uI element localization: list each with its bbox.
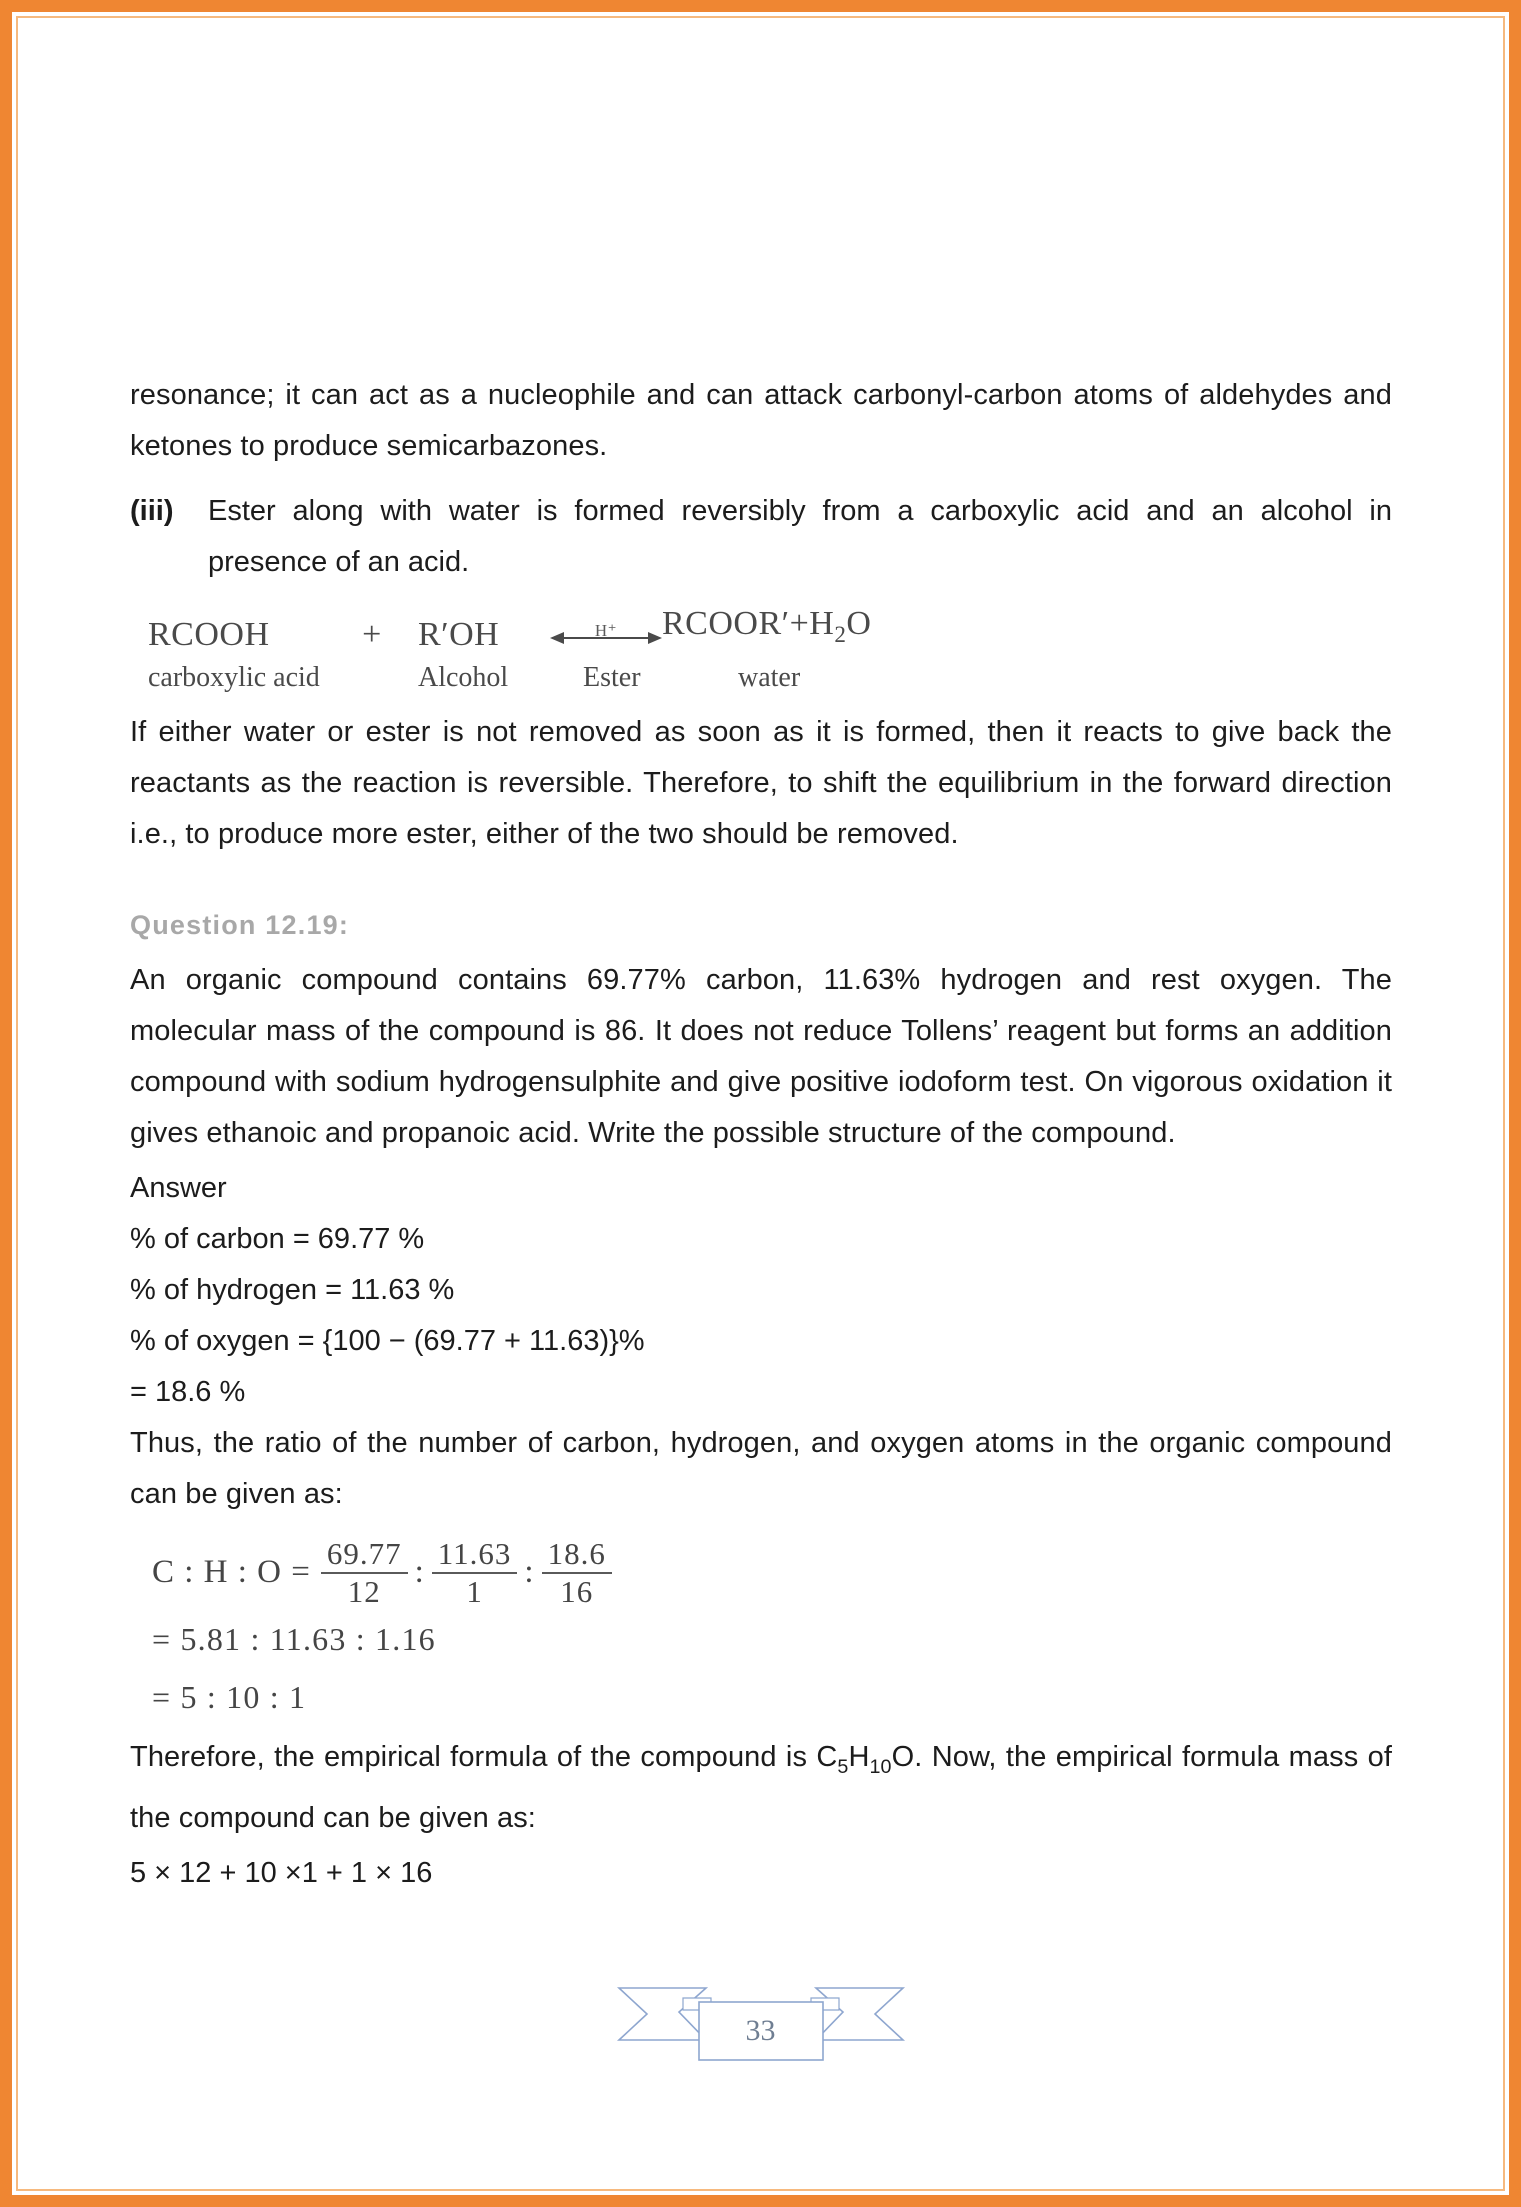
page-border-left [0, 0, 12, 2207]
page-border-hairline-left [16, 16, 18, 2191]
intro-paragraph: resonance; it can act as a nucleophile and can attack carbonyl-carbon atoms of aldehydes and ketones to produce semicarbazones. [130, 379, 1392, 462]
answer-line-carbon: % of carbon = 69.77 % [130, 1222, 425, 1255]
empirical-subscript-carbon: 5 [837, 1755, 849, 1778]
fraction-hydrogen [432, 1536, 518, 1610]
equation-product-water-h: H [809, 605, 835, 642]
page-number-ribbon [611, 1960, 911, 2070]
equation-caption-alcohol: Alcohol [418, 661, 509, 693]
ratio-step-3: = 5 : 10 : 1 [152, 1678, 307, 1715]
page-border-hairline-bottom [16, 2189, 1505, 2191]
question-heading: Question 12.19: [130, 909, 350, 940]
page-border-right [1509, 0, 1521, 2207]
equation-caption-ester: Ester [583, 661, 641, 693]
fraction-hydrogen-numerator: 11.63 [437, 1535, 512, 1571]
list-item-roman-iii [130, 486, 1392, 588]
fraction-carbon [321, 1536, 408, 1610]
fraction-oxygen-denominator: 16 [560, 1573, 594, 1609]
empirical-formula-paragraph [130, 1732, 1392, 1844]
equation-plus-sign-1: + [362, 615, 382, 653]
page-border-top [0, 0, 1521, 12]
equation-product-water-o: O [846, 605, 872, 642]
mass-calculation-line: 5 × 12 + 10 ×1 + 1 × 16 [130, 1856, 433, 1889]
question-text: An organic compound contains 69.77% carbon, 11.63% hydrogen and rest oxygen. The molecular mass of the compound is 86. It does not reduce Tollens’ reagent but forms an addition compound with sodium hydrogensulphite and give positive iodoform test. On vigorous oxidation it gives ethanoic and propanoic acid. Write the possible structure of the compound. [130, 963, 1392, 1149]
equilibrium-paragraph: If either water or ester is not removed as soon as it is formed, then it reacts to give back the reactants as the reaction is reversible. Therefore, to shift the equilibrium in the forward direction i.e., to produce more ester, either of the two should be removed. [130, 715, 1392, 850]
roman-item-text: Ester along with water is formed reversibly from a carboxylic acid and an alcohol in presence of an acid. [208, 495, 1392, 578]
fraction-oxygen-numerator: 18.6 [547, 1535, 606, 1571]
ratio-formula-lhs: C : H : O = [152, 1554, 311, 1591]
ratio-separator-2: : [524, 1554, 535, 1591]
equation-caption-carboxylic-acid: carboxylic acid [148, 661, 320, 693]
equation-reactant-alcohol: R′OH [418, 615, 500, 653]
page-content [130, 370, 1392, 1899]
fraction-oxygen [542, 1536, 612, 1610]
empirical-subscript-hydrogen: 10 [869, 1755, 892, 1778]
answer-line-oxygen-result: = 18.6 % [130, 1375, 246, 1408]
page-number-text: 33 [745, 2014, 776, 2047]
esterification-equation-figure [148, 604, 1392, 697]
page-border-hairline-top [16, 16, 1505, 18]
ratio-intro-paragraph: Thus, the ratio of the number of carbon, hydrogen, and oxygen atoms in the organic compound can be given as: [130, 1426, 1392, 1510]
equation-products [662, 604, 871, 655]
acid-catalyst-label: H⁺ [594, 620, 618, 640]
ratio-formula-line [152, 1536, 1392, 1610]
equation-row-formulas [148, 604, 1392, 655]
ratio-step-2: = 5.81 : 11.63 : 1.16 [152, 1620, 436, 1657]
double-headed-arrow-icon [550, 629, 662, 647]
equation-caption-water: water [738, 661, 801, 693]
page-border-hairline-right [1503, 16, 1505, 2191]
equilibrium-arrow-group [550, 615, 662, 655]
answer-line-hydrogen: % of hydrogen = 11.63 % [130, 1273, 455, 1306]
equation-row-captions [148, 659, 1392, 697]
empirical-paragraph-post: O. Now, the empirical formula mass of the compound can be given as: [130, 1740, 1392, 1834]
equation-plus-sign-2: + [789, 605, 810, 642]
answer-line-oxygen: % of oxygen = {100 − (69.77 + 11.63)}% [130, 1324, 645, 1357]
roman-item-label: (iii) [130, 495, 174, 527]
page-border-bottom [0, 2195, 1521, 2207]
equation-reactant-carboxylic-acid: RCOOH [148, 615, 270, 653]
empirical-hydrogen-symbol: H [848, 1740, 870, 1773]
ratio-separator-1: : [414, 1554, 425, 1591]
equation-product-water-subscript: 2 [834, 621, 847, 648]
answer-label: Answer [130, 1171, 227, 1204]
fraction-carbon-denominator: 12 [347, 1573, 381, 1609]
fraction-carbon-numerator: 69.77 [326, 1535, 402, 1571]
ratio-math-figure [152, 1536, 1392, 1726]
fraction-hydrogen-denominator: 1 [466, 1573, 483, 1609]
equation-product-ester: RCOOR′ [662, 605, 790, 642]
empirical-paragraph-pre: Therefore, the empirical formula of the compound is C [130, 1740, 838, 1773]
